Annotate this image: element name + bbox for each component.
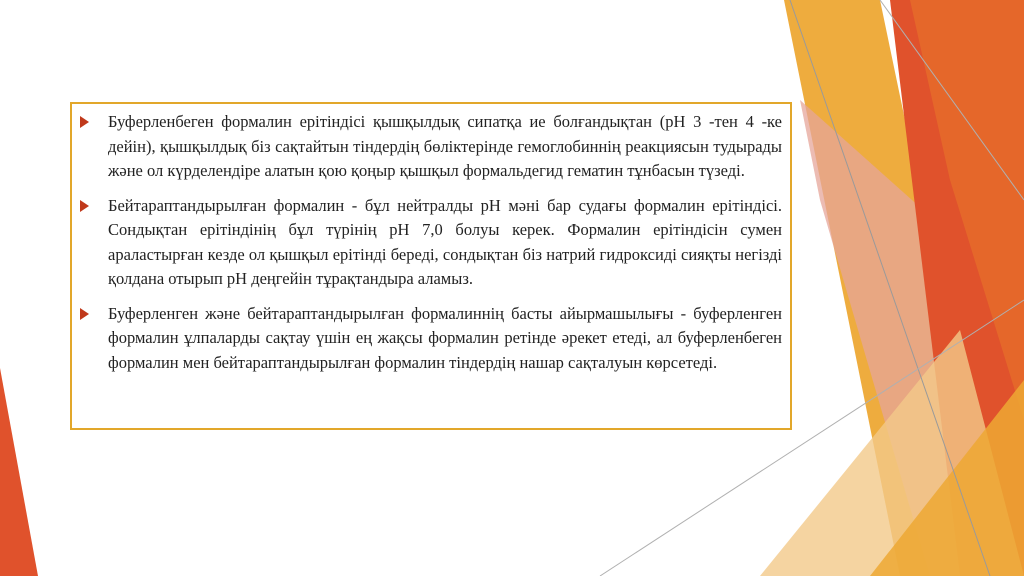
bullet-text-1: Буферленбеген формалин ерітіндісі қышқылдық сипатқа ие болғандықтан (рН 3 -тен 4 -ке дейін), қышқылдық біз сақтайтын тіндердің бөліктерінде гемоглобиннің реакциясын тудырады және ол күрделендіре алатын қою қоңыр қышқыл формальдегид гематин тұнбасын түзеді. xyxy=(108,112,782,180)
bullet-text-3: Буферленген және бейтараптандырылған формалиннің басты айырмашылығы - буферленген формалин ұлпаларды сақтау үшін ең жақсы формалин ретінде әрекет етеді, ал буферленбеген формалин мен бейтараптандырылған формалин тіндердің нашар сақталуын көрсетеді. xyxy=(108,303,782,372)
bullet-item-2 xyxy=(108,194,782,292)
bullet-item-3 xyxy=(108,302,782,376)
bullet-list xyxy=(72,104,790,375)
left-accent-shape xyxy=(0,368,38,576)
bullet-arrow-icon xyxy=(80,308,89,320)
bullet-text-2: Бейтараптандырылған формалин - бұл нейтралды рН мәні бар судағы формалин ерітіндісі. Сондықтан ерітіндінің бұл түрінің рН 7,0 болуы керек. Формалин ерітіндісін сумен араластырған кезде ол қышқыл ерітінді береді, сондықтан біз натрий гидроксиді сияқты негізді қолдана отырып рН деңгейін тұрақтандыра аламыз. xyxy=(108,195,782,288)
bullet-item-1 xyxy=(108,110,782,184)
content-box xyxy=(70,102,792,430)
bullet-arrow-icon xyxy=(80,116,89,128)
bullet-arrow-icon xyxy=(80,200,89,212)
